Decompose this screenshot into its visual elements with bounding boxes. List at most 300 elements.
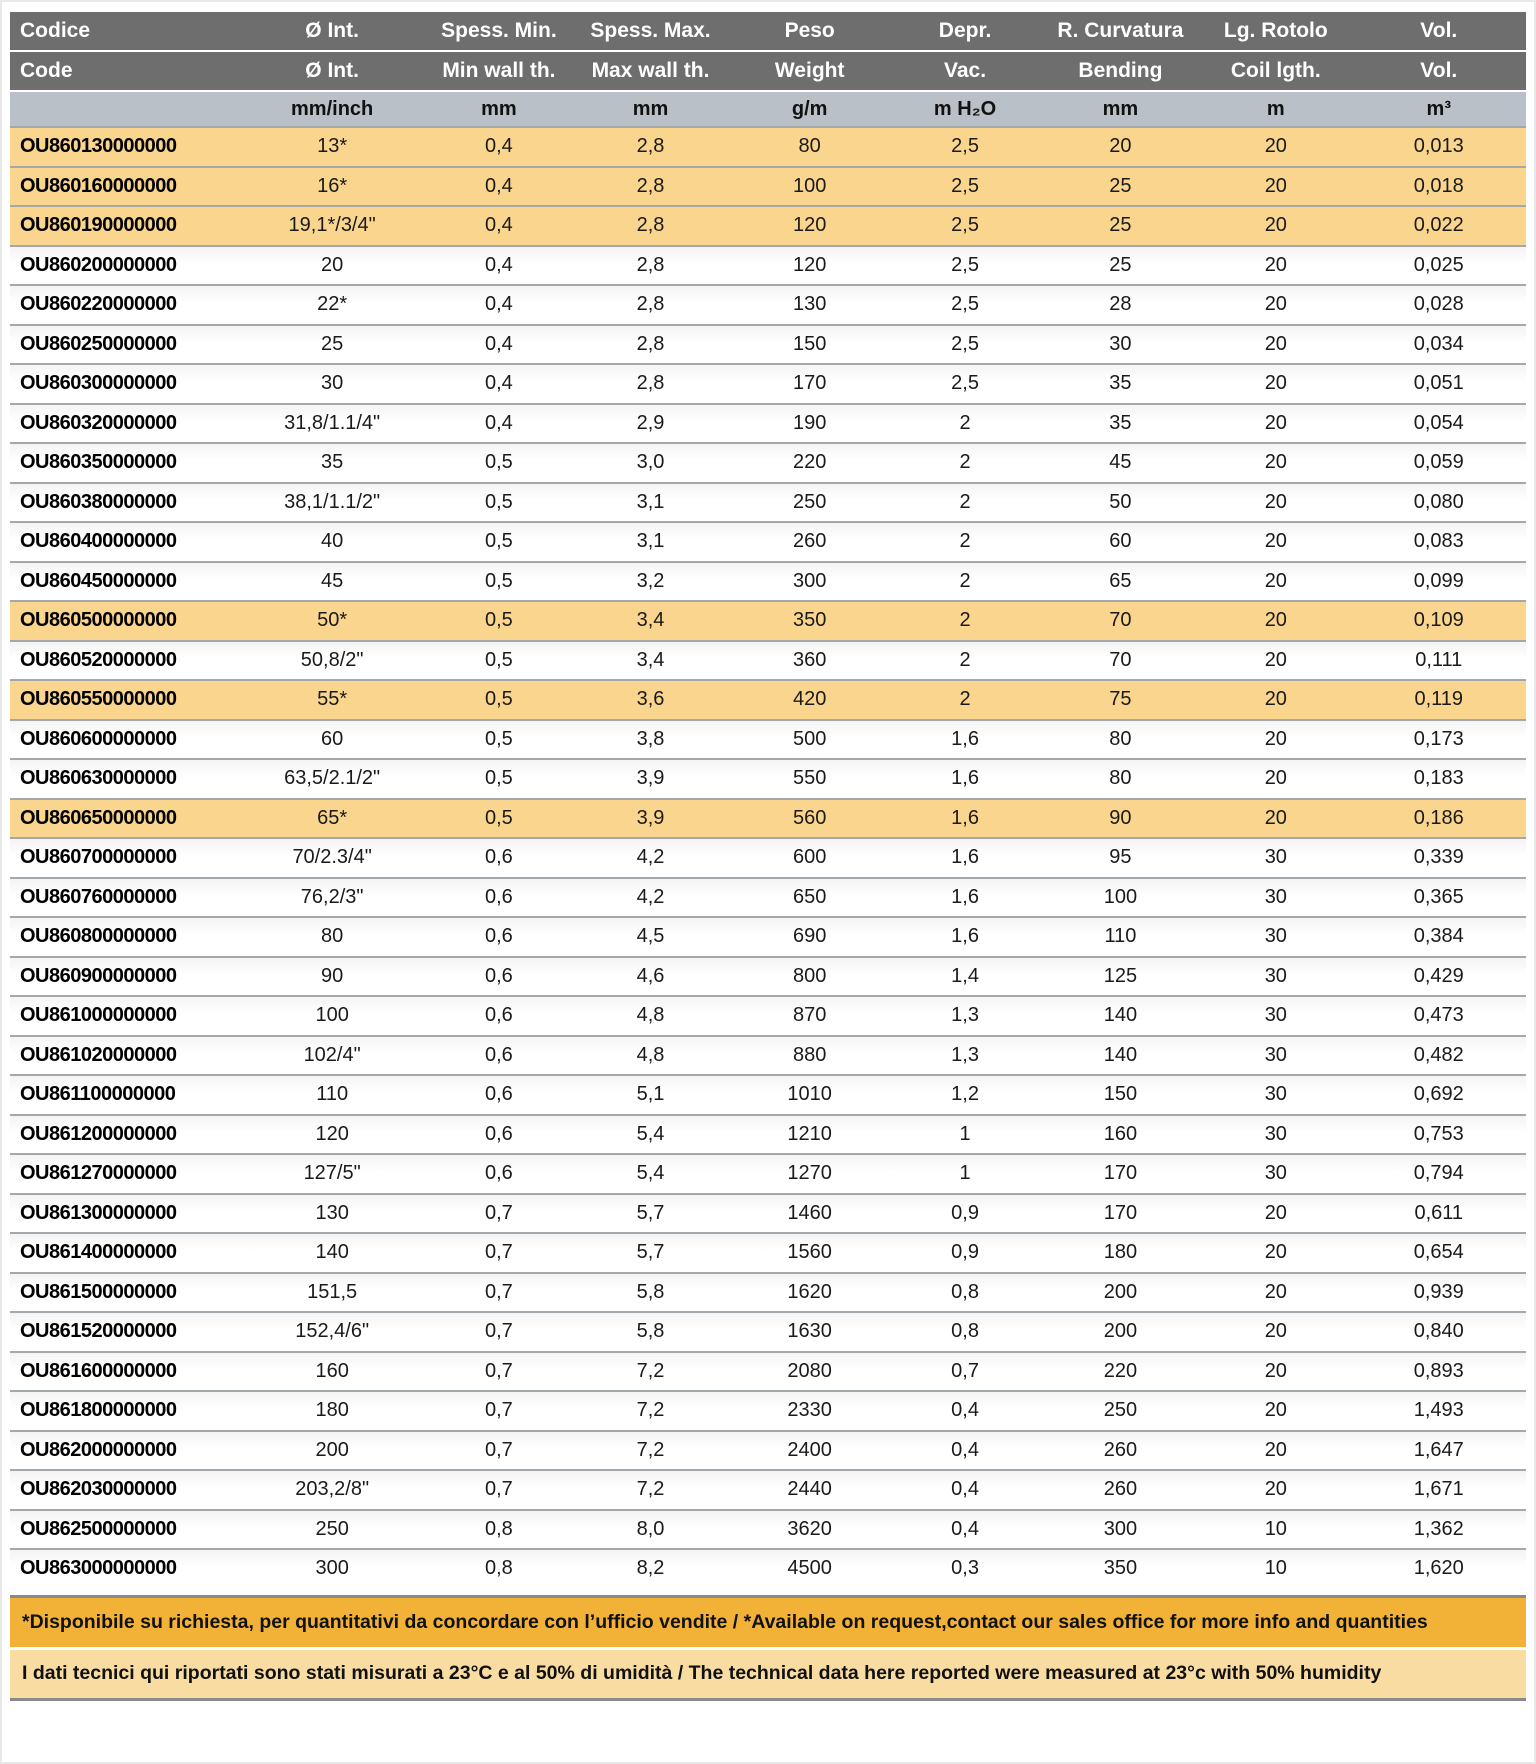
- value-cell: 2: [959, 648, 971, 671]
- value-cell: 2,8: [636, 253, 665, 276]
- value-cell: 5,4: [636, 1122, 665, 1145]
- value-cell: 90: [1109, 806, 1132, 829]
- value-cell: 2: [959, 688, 971, 711]
- value-cell: 152,4/6": [295, 1320, 370, 1343]
- value-cell: 70: [1109, 648, 1132, 671]
- value-cell: 8,0: [636, 1517, 665, 1540]
- value-cell: 1560: [787, 1241, 832, 1264]
- product-code-cell: OU861500000000: [20, 1280, 177, 1303]
- value-cell: 2,5: [951, 372, 979, 395]
- table-row: [10, 284, 1526, 324]
- value-cell: 1,6: [951, 925, 979, 948]
- value-cell: 0,840: [1413, 1320, 1464, 1343]
- value-cell: 0,5: [484, 609, 513, 632]
- table-row: [10, 1114, 1526, 1154]
- value-cell: 80: [321, 925, 344, 948]
- value-cell: 4,6: [636, 964, 665, 987]
- value-cell: 4,2: [636, 846, 665, 869]
- value-cell: 1210: [787, 1122, 832, 1145]
- product-code-cell: OU860250000000: [20, 332, 177, 355]
- table-row: [10, 1311, 1526, 1351]
- value-cell: 0,4: [484, 372, 513, 395]
- value-cell: 25: [321, 332, 344, 355]
- table-row: [10, 1509, 1526, 1549]
- value-cell: 0,5: [484, 648, 513, 671]
- value-cell: 2330: [787, 1399, 832, 1422]
- product-code-cell: OU860520000000: [20, 648, 177, 671]
- table-row: [10, 1351, 1526, 1391]
- value-cell: 0,111: [1415, 648, 1463, 671]
- value-cell: 0,339: [1413, 846, 1464, 869]
- product-code-cell: OU860400000000: [20, 530, 177, 553]
- value-cell: 0,7: [951, 1359, 979, 1382]
- value-cell: 0,183: [1413, 767, 1464, 790]
- product-code-cell: OU861400000000: [20, 1241, 177, 1264]
- value-cell: 2,8: [636, 293, 665, 316]
- value-cell: 0,365: [1413, 885, 1464, 908]
- value-cell: 20: [1264, 135, 1287, 158]
- value-cell: 4,8: [636, 1043, 665, 1066]
- value-cell: 180: [315, 1399, 349, 1422]
- value-cell: 3,9: [636, 767, 665, 790]
- value-cell: 20: [1264, 411, 1287, 434]
- value-cell: 2: [959, 530, 971, 553]
- value-cell: 20: [321, 253, 344, 276]
- table-row: [10, 482, 1526, 522]
- value-cell: 30: [1264, 846, 1287, 869]
- value-cell: 30: [1264, 925, 1287, 948]
- value-cell: 300: [315, 1557, 349, 1580]
- product-code-cell: OU860700000000: [20, 846, 177, 869]
- value-cell: 2,8: [636, 174, 665, 197]
- product-code-cell: OU861520000000: [20, 1320, 177, 1343]
- product-code-cell: OU861600000000: [20, 1359, 177, 1382]
- header-cell-it-4: Peso: [784, 19, 835, 42]
- header-cell-it-0: Codice: [20, 19, 91, 42]
- table-row: [10, 561, 1526, 601]
- value-cell: 0,028: [1413, 293, 1464, 316]
- value-cell: 5,8: [636, 1280, 665, 1303]
- value-cell: 1: [959, 1162, 971, 1185]
- value-cell: 3,2: [636, 569, 665, 592]
- value-cell: 560: [792, 806, 827, 829]
- table-row: [10, 995, 1526, 1035]
- value-cell: 0,692: [1413, 1083, 1464, 1106]
- value-cell: 690: [792, 925, 827, 948]
- value-cell: 30: [1264, 1122, 1287, 1145]
- value-cell: 2,8: [636, 214, 665, 237]
- value-cell: 125: [1103, 964, 1138, 987]
- table-row: [10, 798, 1526, 838]
- product-code-cell: OU861000000000: [20, 1004, 177, 1027]
- value-cell: 0,429: [1413, 964, 1464, 987]
- value-cell: 25: [1109, 253, 1132, 276]
- value-cell: 250: [315, 1517, 349, 1540]
- value-cell: 0,4: [484, 293, 513, 316]
- value-cell: 0,8: [951, 1280, 979, 1303]
- value-cell: 25: [1109, 214, 1132, 237]
- value-cell: 13*: [317, 135, 348, 158]
- value-cell: 120: [792, 253, 827, 276]
- footnote-availability: *Disponibile su richiesta, per quantitativi da concordare con l’ufficio vendite / *Available on request,contact our sales office for more info and quantities: [10, 1595, 1526, 1647]
- value-cell: 0,4: [951, 1517, 979, 1540]
- value-cell: 30: [1264, 1043, 1287, 1066]
- value-cell: 0,109: [1413, 609, 1464, 632]
- value-cell: 1,6: [951, 885, 979, 908]
- header-cell-it-6: R. Curvatura: [1057, 19, 1184, 42]
- value-cell: 650: [792, 885, 827, 908]
- value-cell: 45: [1109, 451, 1132, 474]
- value-cell: 38,1/1.1/2": [284, 490, 381, 513]
- value-cell: 2: [959, 609, 971, 632]
- value-cell: 3,1: [636, 490, 665, 513]
- value-cell: 50: [1109, 490, 1132, 513]
- value-cell: 2,8: [636, 332, 665, 355]
- value-cell: 20: [1264, 451, 1287, 474]
- header-cell-it-7: Lg. Rotolo: [1223, 19, 1328, 42]
- value-cell: 0,7: [484, 1359, 513, 1382]
- product-code-cell: OU860130000000: [20, 135, 177, 158]
- value-cell: 0,4: [951, 1438, 979, 1461]
- value-cell: 20: [1264, 174, 1287, 197]
- value-cell: 7,2: [636, 1438, 665, 1461]
- value-cell: 22*: [317, 293, 348, 316]
- product-code-cell: OU860630000000: [20, 767, 177, 790]
- value-cell: 200: [1103, 1280, 1138, 1303]
- value-cell: 31,8/1.1/4": [284, 411, 381, 434]
- table-row: [10, 363, 1526, 403]
- value-cell: 80: [1109, 767, 1132, 790]
- value-cell: 1460: [787, 1201, 832, 1224]
- value-cell: 0,6: [484, 1004, 513, 1027]
- value-cell: 0,753: [1413, 1122, 1464, 1145]
- product-code-cell: OU863000000000: [20, 1557, 177, 1580]
- table-row: [10, 442, 1526, 482]
- table-row: [10, 166, 1526, 206]
- value-cell: 20: [1264, 609, 1287, 632]
- value-cell: 1,6: [951, 806, 979, 829]
- value-cell: 550: [792, 767, 827, 790]
- value-cell: 0,5: [484, 451, 513, 474]
- value-cell: 0,8: [951, 1320, 979, 1343]
- table-row: [10, 403, 1526, 443]
- value-cell: 150: [792, 332, 827, 355]
- value-cell: 2440: [787, 1478, 832, 1501]
- value-cell: 160: [1103, 1122, 1138, 1145]
- value-cell: 0,119: [1414, 688, 1464, 711]
- value-cell: 170: [792, 372, 827, 395]
- value-cell: 20: [1264, 727, 1287, 750]
- value-cell: 0,473: [1413, 1004, 1464, 1027]
- table-row: [10, 956, 1526, 996]
- unit-cell-1: mm/inch: [291, 97, 374, 120]
- value-cell: 200: [1103, 1320, 1138, 1343]
- value-cell: 0,8: [484, 1517, 513, 1540]
- value-cell: 0,4: [484, 214, 513, 237]
- value-cell: 80: [1109, 727, 1132, 750]
- value-cell: 50,8/2": [300, 648, 364, 671]
- value-cell: 5,7: [636, 1241, 665, 1264]
- table-row: [10, 521, 1526, 561]
- value-cell: 2,5: [951, 293, 979, 316]
- value-cell: 0,034: [1413, 332, 1464, 355]
- header-cell-en-4: Weight: [774, 59, 845, 82]
- value-cell: 5,8: [636, 1320, 665, 1343]
- table-row: [10, 758, 1526, 798]
- table-row: [10, 1074, 1526, 1114]
- table-row: [10, 1272, 1526, 1312]
- value-cell: 0,4: [951, 1399, 979, 1422]
- header-cell-en-0: Code: [20, 59, 73, 82]
- value-cell: 2: [959, 451, 971, 474]
- value-cell: 0,6: [484, 846, 513, 869]
- value-cell: 1630: [787, 1320, 832, 1343]
- value-cell: 20: [1264, 569, 1287, 592]
- value-cell: 1,671: [1413, 1478, 1464, 1501]
- value-cell: 70/2.3/4": [292, 846, 372, 869]
- product-code-cell: OU860300000000: [20, 372, 177, 395]
- value-cell: 0,059: [1413, 451, 1464, 474]
- value-cell: 20: [1109, 135, 1132, 158]
- value-cell: 203,2/8": [295, 1478, 370, 1501]
- value-cell: 180: [1103, 1241, 1138, 1264]
- value-cell: 0,9: [951, 1241, 979, 1264]
- value-cell: 1,6: [951, 846, 979, 869]
- table-row: [10, 916, 1526, 956]
- value-cell: 30: [1264, 1083, 1287, 1106]
- value-cell: 0,099: [1413, 569, 1464, 592]
- value-cell: 260: [1103, 1478, 1138, 1501]
- table-header-english: [10, 50, 1526, 90]
- value-cell: 0,611: [1414, 1201, 1464, 1224]
- header-cell-it-2: Spess. Min.: [441, 19, 557, 42]
- value-cell: 7,2: [636, 1359, 665, 1382]
- product-code-cell: OU860350000000: [20, 451, 177, 474]
- table-row: [10, 245, 1526, 285]
- value-cell: 2: [959, 490, 971, 513]
- value-cell: 120: [792, 214, 827, 237]
- table-row: [10, 1548, 1526, 1588]
- value-cell: 1,3: [951, 1004, 979, 1027]
- value-cell: 2,8: [636, 135, 665, 158]
- value-cell: 0,6: [484, 1083, 513, 1106]
- value-cell: 102/4": [303, 1043, 361, 1066]
- value-cell: 0,4: [951, 1478, 979, 1501]
- value-cell: 360: [792, 648, 827, 671]
- value-cell: 1,647: [1413, 1438, 1464, 1461]
- unit-cell-4: g/m: [791, 97, 828, 120]
- product-code-cell: OU862000000000: [20, 1438, 177, 1461]
- table-row: [10, 837, 1526, 877]
- value-cell: 250: [1103, 1399, 1138, 1422]
- value-cell: 10: [1264, 1517, 1287, 1540]
- value-cell: 0,893: [1413, 1359, 1464, 1382]
- table-row: [10, 640, 1526, 680]
- unit-cell-7: m: [1266, 97, 1285, 120]
- value-cell: 0,080: [1413, 490, 1464, 513]
- value-cell: 2,5: [951, 253, 979, 276]
- value-cell: 0,5: [484, 806, 513, 829]
- table-row: [10, 877, 1526, 917]
- value-cell: 35: [1109, 411, 1132, 434]
- value-cell: 0,6: [484, 1043, 513, 1066]
- value-cell: 3,8: [636, 727, 665, 750]
- value-cell: 80: [798, 135, 821, 158]
- product-code-cell: OU860500000000: [20, 609, 177, 632]
- product-code-cell: OU860320000000: [20, 411, 177, 434]
- header-cell-en-7: Coil lgth.: [1230, 59, 1321, 82]
- product-code-cell: OU860160000000: [20, 174, 177, 197]
- table-row: [10, 600, 1526, 640]
- footnote-measurement-conditions: I dati tecnici qui riportati sono stati misurati a 23°C e al 50% di umidità / The technical data here reported were measured at 23°c with 50% humidity: [10, 1647, 1526, 1701]
- value-cell: 2,9: [636, 411, 665, 434]
- value-cell: 20: [1264, 530, 1287, 553]
- header-cell-it-5: Depr.: [938, 19, 992, 42]
- value-cell: 7,2: [636, 1478, 665, 1501]
- value-cell: 35: [321, 451, 344, 474]
- value-cell: 70: [1109, 609, 1132, 632]
- value-cell: 20: [1264, 214, 1287, 237]
- value-cell: 30: [1264, 964, 1287, 987]
- value-cell: 150: [1103, 1083, 1138, 1106]
- table-row: [10, 1232, 1526, 1272]
- value-cell: 20: [1264, 1438, 1287, 1461]
- value-cell: 75: [1109, 688, 1132, 711]
- value-cell: 0,4: [484, 411, 513, 434]
- value-cell: 0,5: [484, 727, 513, 750]
- product-code-cell: OU860800000000: [20, 925, 177, 948]
- value-cell: 151,5: [307, 1280, 358, 1303]
- product-code-cell: OU860450000000: [20, 569, 177, 592]
- value-cell: 28: [1109, 293, 1132, 316]
- value-cell: 0,5: [484, 490, 513, 513]
- value-cell: 2,8: [636, 372, 665, 395]
- value-cell: 5,1: [636, 1083, 665, 1106]
- value-cell: 0,7: [484, 1478, 513, 1501]
- product-code-cell: OU860550000000: [20, 688, 177, 711]
- value-cell: 20: [1264, 1359, 1287, 1382]
- product-code-cell: OU861270000000: [20, 1162, 177, 1185]
- header-cell-en-8: Vol.: [1420, 59, 1458, 82]
- value-cell: 45: [321, 569, 344, 592]
- value-cell: 1010: [787, 1083, 832, 1106]
- value-cell: 870: [792, 1004, 827, 1027]
- unit-cell-5: m H₂O: [933, 97, 997, 120]
- header-cell-en-2: Min wall th.: [442, 59, 556, 82]
- product-code-cell: OU860380000000: [20, 490, 177, 513]
- value-cell: 3620: [787, 1517, 832, 1540]
- value-cell: 16*: [317, 174, 348, 197]
- value-cell: 0,7: [484, 1320, 513, 1343]
- spec-table: [10, 12, 1526, 1701]
- value-cell: 880: [792, 1043, 827, 1066]
- value-cell: 0,6: [484, 885, 513, 908]
- value-cell: 2: [959, 411, 971, 434]
- value-cell: 100: [1103, 885, 1138, 908]
- value-cell: 0,4: [484, 253, 513, 276]
- value-cell: 1,493: [1413, 1399, 1464, 1422]
- value-cell: 110: [1104, 925, 1137, 948]
- value-cell: 110: [316, 1083, 349, 1106]
- header-cell-it-8: Vol.: [1420, 19, 1458, 42]
- value-cell: 55*: [317, 688, 348, 711]
- value-cell: 170: [1103, 1162, 1138, 1185]
- value-cell: 0,083: [1413, 530, 1464, 553]
- value-cell: 200: [315, 1438, 349, 1461]
- value-cell: 600: [792, 846, 827, 869]
- value-cell: 0,7: [484, 1438, 513, 1461]
- value-cell: 0,5: [484, 530, 513, 553]
- table-units-row: [10, 90, 1526, 126]
- value-cell: 130: [792, 293, 827, 316]
- value-cell: 0,5: [484, 767, 513, 790]
- value-cell: 3,9: [636, 806, 665, 829]
- value-cell: 2,5: [951, 332, 979, 355]
- value-cell: 30: [1264, 885, 1287, 908]
- product-code-cell: OU862500000000: [20, 1517, 177, 1540]
- value-cell: 0,173: [1413, 727, 1464, 750]
- product-code-cell: OU860600000000: [20, 727, 177, 750]
- value-cell: 0,7: [484, 1399, 513, 1422]
- value-cell: 0,186: [1413, 806, 1464, 829]
- value-cell: 95: [1109, 846, 1132, 869]
- value-cell: 20: [1264, 1478, 1287, 1501]
- value-cell: 100: [315, 1004, 349, 1027]
- value-cell: 1,362: [1413, 1517, 1464, 1540]
- value-cell: 0,3: [951, 1557, 979, 1580]
- value-cell: 60: [1109, 530, 1132, 553]
- header-cell-en-5: Vac.: [944, 59, 987, 82]
- value-cell: 170: [1103, 1201, 1138, 1224]
- value-cell: 1: [959, 1122, 971, 1145]
- value-cell: 20: [1264, 767, 1287, 790]
- value-cell: 1,6: [951, 767, 979, 790]
- value-cell: 19,1*/3/4": [288, 214, 376, 237]
- value-cell: 30: [1264, 1162, 1287, 1185]
- value-cell: 20: [1264, 253, 1287, 276]
- table-row: [10, 1430, 1526, 1470]
- value-cell: 140: [1103, 1043, 1138, 1066]
- value-cell: 4,5: [636, 925, 665, 948]
- product-code-cell: OU860200000000: [20, 253, 177, 276]
- value-cell: 90: [321, 964, 344, 987]
- value-cell: 260: [1103, 1438, 1138, 1461]
- table-body: [10, 126, 1526, 1588]
- value-cell: 2,5: [951, 135, 979, 158]
- value-cell: 5,4: [636, 1162, 665, 1185]
- table-row: [10, 679, 1526, 719]
- table-row: [10, 324, 1526, 364]
- table-header-italian: [10, 12, 1526, 50]
- value-cell: 500: [792, 727, 827, 750]
- value-cell: 0,9: [951, 1201, 979, 1224]
- value-cell: 0,654: [1413, 1241, 1464, 1264]
- value-cell: 1620: [787, 1280, 832, 1303]
- value-cell: 0,5: [484, 688, 513, 711]
- value-cell: 0,384: [1413, 925, 1464, 948]
- value-cell: 40: [321, 530, 344, 553]
- value-cell: 0,4: [484, 332, 513, 355]
- product-code-cell: OU860760000000: [20, 885, 177, 908]
- value-cell: 20: [1264, 293, 1287, 316]
- value-cell: 140: [315, 1241, 349, 1264]
- value-cell: 1270: [787, 1162, 832, 1185]
- value-cell: 0,7: [484, 1241, 513, 1264]
- value-cell: 0,6: [484, 964, 513, 987]
- value-cell: 1,620: [1413, 1557, 1464, 1580]
- value-cell: 3,6: [636, 688, 665, 711]
- unit-cell-3: mm: [632, 97, 669, 120]
